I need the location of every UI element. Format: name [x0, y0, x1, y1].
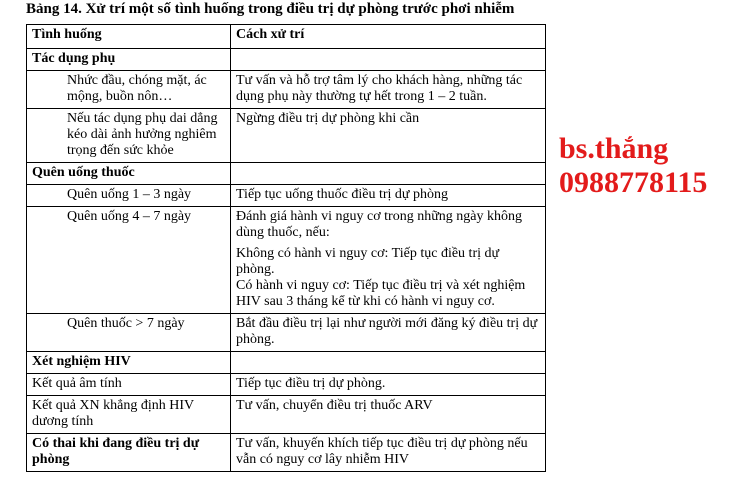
section-side-effects: Tác dụng phụ: [27, 49, 231, 71]
section-pregnancy: Có thai khi đang điều trị dự phòng: [27, 434, 231, 472]
row-action: Bắt đầu điều trị lại như người mới đăng ký điều trị dự phòng.: [231, 314, 546, 352]
section-missed-doses: Quên uống thuốc: [27, 163, 231, 185]
table-row: [27, 396, 546, 434]
row-action: Tiếp tục uống thuốc điều trị dự phòng: [231, 185, 546, 207]
row-situation: Quên uống 4 – 7 ngày: [27, 207, 231, 314]
table-row: [27, 314, 546, 352]
action-paragraph: Có hành vi nguy cơ: Tiếp tục điều trị và xét nghiệm HIV sau 3 tháng kể từ khi có hành vi nguy cơ.: [236, 278, 526, 309]
table-row: [27, 185, 546, 207]
row-action: [231, 207, 546, 314]
row-situation: Nếu tác dụng phụ dai dẳng kéo dài ảnh hưởng nghiêm trọng đến sức khỏe: [27, 109, 231, 163]
table-row: [27, 207, 546, 314]
row-action: [231, 49, 546, 71]
row-situation: Kết quả XN khẳng định HIV dương tính: [27, 396, 231, 434]
header-situation: Tình huống: [27, 25, 231, 49]
row-situation: Quên uống 1 – 3 ngày: [27, 185, 231, 207]
watermark-name: bs.thắng: [559, 132, 669, 165]
row-situation: Nhức đầu, chóng mặt, ác mộng, buồn nôn…: [27, 71, 231, 109]
watermark-phone: 0988778115: [559, 166, 708, 199]
row-action: [231, 352, 546, 374]
row-action: Tư vấn và hỗ trợ tâm lý cho khách hàng, những tác dụng phụ này thường tự hết trong 1 – 2 tuần.: [231, 71, 546, 109]
table-row: [27, 374, 546, 396]
table-header-row: [27, 25, 546, 49]
row-action: Tiếp tục điều trị dự phòng.: [231, 374, 546, 396]
table-row: [27, 49, 546, 71]
header-action: Cách xử trí: [231, 25, 546, 49]
row-action: Ngừng điều trị dự phòng khi cần: [231, 109, 546, 163]
table-row: [27, 163, 546, 185]
table-row: [27, 109, 546, 163]
row-situation: Quên thuốc > 7 ngày: [27, 314, 231, 352]
row-action: Tư vấn, khuyến khích tiếp tục điều trị dự phòng nếu vẫn có nguy cơ lây nhiễm HIV: [231, 434, 546, 472]
doctor-watermark: [559, 132, 707, 200]
table-row: [27, 71, 546, 109]
section-hiv-test: Xét nghiệm HIV: [27, 352, 231, 374]
row-action: [231, 163, 546, 185]
table-row: [27, 434, 546, 472]
row-action: Tư vấn, chuyển điều trị thuốc ARV: [231, 396, 546, 434]
action-paragraph: Không có hành vi nguy cơ: Tiếp tục điều trị dự phòng.: [236, 246, 500, 277]
action-paragraph: Đánh giá hành vi nguy cơ trong những ngày không dùng thuốc, nếu:: [236, 209, 523, 240]
table-row: [27, 352, 546, 374]
row-situation: Kết quả âm tính: [27, 374, 231, 396]
table-caption: Bảng 14. Xử trí một số tình huống trong điều trị dự phòng trước phơi nhiễm: [26, 1, 515, 17]
management-table: [26, 24, 546, 472]
